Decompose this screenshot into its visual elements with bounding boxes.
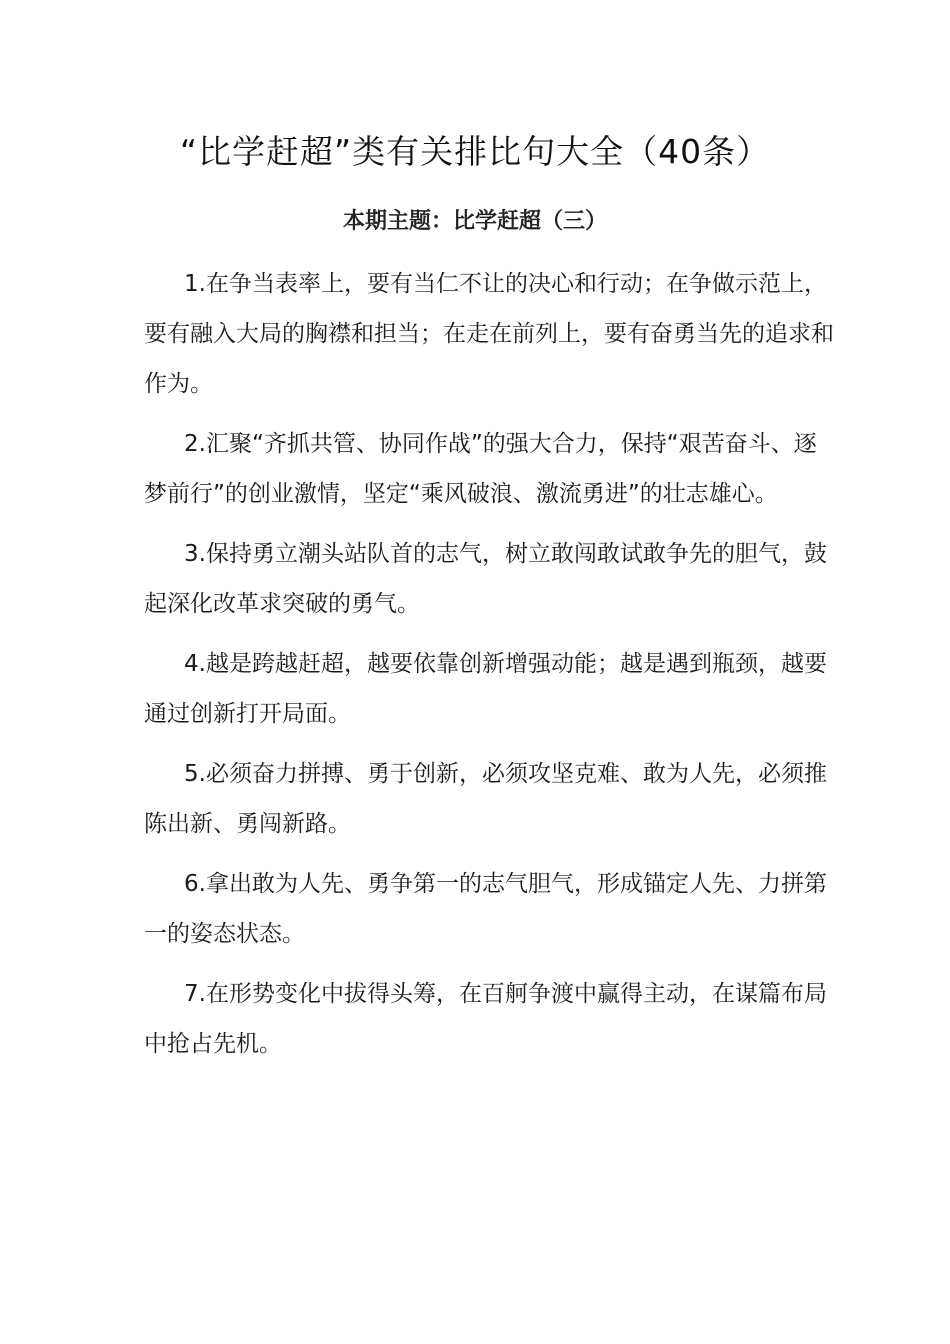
paragraph-7: 7.在形势变化中拔得头筹，在百舸争渡中赢得主动，在谋篇布局中抢占先机。 (144, 981, 827, 1057)
paragraph-5: 5.必须奋力拼搏、勇于创新，必须攻坚克难、敢为人先，必须推陈出新、勇闯新路。 (144, 761, 827, 837)
paragraph-1: 1.在争当表率上，要有当仁不让的决心和行动；在争做示范上，要有融入大局的胸襟和担当；在走在前列上，要有奋勇当先的追求和作为。 (144, 271, 834, 397)
document-body (144, 259, 834, 1079)
paragraph-2: 2.汇聚“齐抓共管、协同作战”的强大合力，保持“艰苦奋斗、逐梦前行”的创业激情，坚定“乘风破浪、激流勇进”的壮志雄心。 (144, 431, 817, 507)
document-subtitle: 本期主题：比学赶超（三） (342, 209, 607, 234)
paragraph-3: 3.保持勇立潮头站队首的志气，树立敢闯敢试敢争先的胆气，鼓起深化改革求突破的勇气。 (144, 541, 827, 617)
paragraph-4: 4.越是跨越赶超，越要依靠创新增强动能；越是遇到瓶颈，越要通过创新打开局面。 (144, 651, 827, 727)
paragraph-6: 6.拿出敢为人先、勇争第一的志气胆气，形成锚定人先、力拼第一的姿态状态。 (144, 871, 827, 947)
document-title: “比学赶超”类有关排比句大全（40条） (179, 132, 771, 171)
